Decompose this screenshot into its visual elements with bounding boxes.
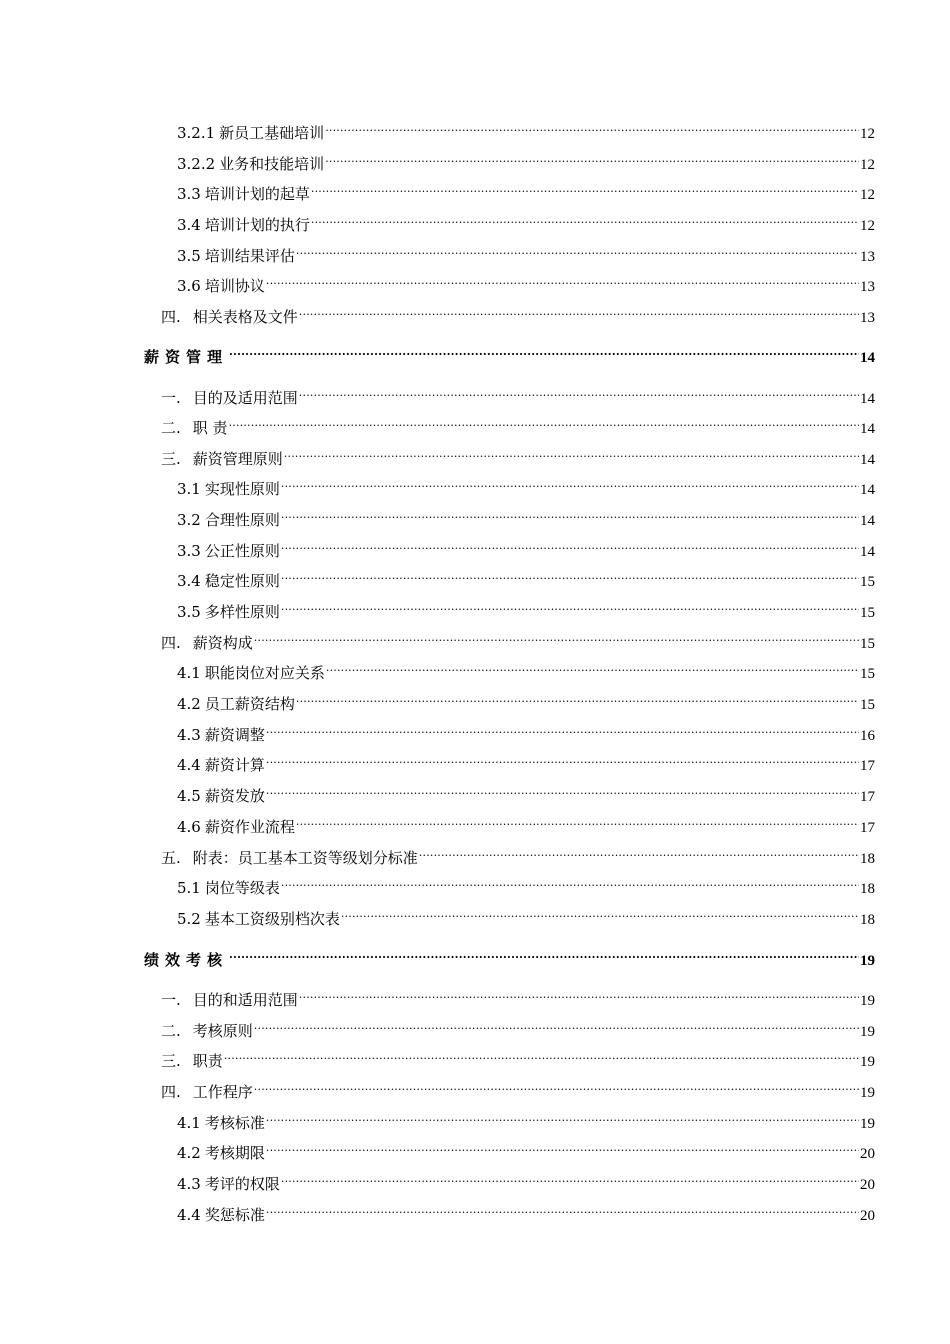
- toc-page-number: 14: [860, 452, 875, 468]
- toc-entry[interactable]: [177, 687, 875, 713]
- toc-page-number: 20: [860, 1146, 875, 1162]
- toc-entry[interactable]: [177, 534, 875, 560]
- dot-leader: [281, 472, 859, 494]
- toc-page-number: 13: [860, 279, 875, 295]
- toc-page-number: 18: [860, 912, 875, 928]
- toc-entry-number: 一.: [161, 991, 181, 1009]
- toc-entry-number: 4.1: [177, 664, 201, 682]
- toc-page-number: 13: [860, 249, 875, 265]
- dot-leader: [284, 442, 859, 464]
- dot-leader: [299, 300, 859, 322]
- toc-entry-title: 培训计划的执行: [204, 216, 310, 234]
- dot-leader: [296, 687, 859, 709]
- toc-page-number: 18: [860, 881, 875, 897]
- toc-page-number: 14: [860, 482, 875, 498]
- toc-entry-number: 3.1: [177, 480, 201, 498]
- toc-page-number: 20: [860, 1177, 875, 1193]
- toc-entry-title: 多样性原则: [204, 603, 280, 621]
- dot-leader: [266, 1198, 859, 1220]
- toc-entry-number: 四.: [161, 634, 181, 652]
- toc-chapter-entry[interactable]: [144, 943, 875, 969]
- toc-entry-title: 新员工基础培训: [219, 124, 325, 142]
- dot-leader: [266, 1136, 859, 1158]
- toc-entry[interactable]: [161, 841, 875, 867]
- dot-leader: [281, 564, 859, 586]
- toc-page-number: 17: [860, 758, 875, 774]
- toc-entry[interactable]: [161, 300, 875, 326]
- toc-page-number: 12: [860, 126, 875, 142]
- toc-page-number: 15: [860, 666, 875, 682]
- toc-page-number: 14: [860, 513, 875, 529]
- dot-leader: [266, 779, 859, 801]
- toc-page-number: 16: [860, 728, 875, 744]
- toc-entry[interactable]: [177, 269, 875, 295]
- toc-entry-title: 相关表格及文件: [192, 308, 298, 326]
- toc-entry-number: 二.: [161, 1022, 181, 1040]
- toc-entry-title: 合理性原则: [204, 511, 280, 529]
- toc-entry-title: 考核标准: [204, 1114, 265, 1132]
- toc-entry[interactable]: [177, 208, 875, 234]
- toc-entry-title: 附表：员工基本工资等级划分标准: [192, 849, 418, 867]
- toc-entry-number: 4.2: [177, 695, 201, 713]
- toc-entry-number: 3.2: [177, 511, 201, 529]
- toc-page-number: 13: [860, 310, 875, 326]
- dot-leader: [311, 177, 859, 199]
- toc-entry[interactable]: [161, 983, 875, 1009]
- dot-leader: [224, 1044, 859, 1066]
- toc-entry-title: 薪资调整: [204, 726, 265, 744]
- dot-leader: [266, 1106, 859, 1128]
- toc-entry-number: 四.: [161, 308, 181, 326]
- dot-leader: [299, 983, 859, 1005]
- toc-page-number: 15: [860, 574, 875, 590]
- toc-page-number: 18: [860, 851, 875, 867]
- dot-leader: [266, 748, 859, 770]
- toc-entry[interactable]: [177, 1136, 875, 1162]
- toc-entry-number: 4.4: [177, 756, 201, 774]
- toc-entry-number: 五.: [161, 849, 181, 867]
- toc-entry-number: 4.6: [177, 818, 201, 836]
- toc-entry-number: 三.: [161, 1052, 181, 1070]
- toc-entry-number: 3.4: [177, 572, 201, 590]
- toc-entry-title: 工作程序: [192, 1083, 253, 1101]
- dot-leader: [325, 116, 859, 138]
- toc-entry-number: 3.4: [177, 216, 201, 234]
- toc-entry[interactable]: [177, 116, 875, 142]
- toc-entry-number: 4.1: [177, 1114, 201, 1132]
- dot-leader: [229, 340, 859, 362]
- toc-entry[interactable]: [177, 656, 875, 682]
- toc-entry-number: 3.2.1: [177, 124, 216, 142]
- toc-entry-number: 4.5: [177, 787, 201, 805]
- toc-entry[interactable]: [177, 503, 875, 529]
- toc-entry-title: 岗位等级表: [204, 879, 280, 897]
- toc-entry-number: 3.6: [177, 277, 201, 295]
- dot-leader: [229, 943, 859, 965]
- dot-leader: [281, 1167, 859, 1189]
- toc-page-number: 15: [860, 636, 875, 652]
- toc-page-number: 14: [860, 544, 875, 560]
- toc-entry-number: 3.3: [177, 185, 201, 203]
- dot-leader: [266, 269, 859, 291]
- toc-entry[interactable]: [161, 411, 875, 437]
- dot-leader: [326, 656, 859, 678]
- toc-entry[interactable]: [177, 177, 875, 203]
- toc-entry-number: 四.: [161, 1083, 181, 1101]
- toc-entry-number: 5.1: [177, 879, 201, 897]
- toc-page-number: 17: [860, 820, 875, 836]
- toc-entry[interactable]: [177, 472, 875, 498]
- toc-entry-number: 三.: [161, 450, 181, 468]
- toc-entry[interactable]: [161, 1075, 875, 1101]
- toc-entry[interactable]: [161, 626, 875, 652]
- toc-entry[interactable]: [177, 564, 875, 590]
- toc-entry-title: 公正性原则: [204, 542, 280, 560]
- toc-page-number: 12: [860, 157, 875, 173]
- toc-entry[interactable]: [177, 239, 875, 265]
- toc-entry-title: 业务和技能培训: [219, 155, 325, 173]
- toc-entry-title: 目的及适用范围: [192, 389, 298, 407]
- toc-entry-title: 目的和适用范围: [192, 991, 298, 1009]
- toc-entry[interactable]: [177, 902, 875, 928]
- toc-page-number: 20: [860, 1208, 875, 1224]
- toc-entry[interactable]: [161, 442, 875, 468]
- toc-page-number: 19: [860, 1116, 875, 1132]
- toc-page-number: 14: [860, 391, 875, 407]
- toc-entry-title: 职 责: [192, 419, 228, 437]
- toc-entry-number: 3.5: [177, 247, 201, 265]
- toc-entry-number: 4.2: [177, 1144, 201, 1162]
- toc-entry-number: 二.: [161, 419, 181, 437]
- toc-entry-number: 4.3: [177, 726, 201, 744]
- toc-entry-number: 3.2.2: [177, 155, 216, 173]
- toc-page-number: 12: [860, 187, 875, 203]
- toc-entry-title: 培训结果评估: [204, 247, 295, 265]
- toc-entry-title: 考核期限: [204, 1144, 265, 1162]
- toc-entry[interactable]: [161, 1044, 875, 1070]
- toc-entry[interactable]: [177, 810, 875, 836]
- toc-entry-title: 考核原则: [192, 1022, 253, 1040]
- dot-leader: [419, 841, 859, 863]
- toc-entry-title: 绩效考核: [144, 951, 229, 969]
- toc-page-number: 17: [860, 789, 875, 805]
- toc-entry-title: 职能岗位对应关系: [204, 664, 325, 682]
- toc-entry-title: 薪资构成: [192, 634, 253, 652]
- toc-entry[interactable]: [177, 595, 875, 621]
- dot-leader: [254, 1075, 859, 1097]
- toc-entry-number: 3.5: [177, 603, 201, 621]
- toc-entry-number: 4.4: [177, 1206, 201, 1224]
- toc-entry[interactable]: [177, 1198, 875, 1224]
- toc-entry[interactable]: [177, 718, 875, 744]
- toc-entry[interactable]: [177, 147, 875, 173]
- toc-page-number: 14: [860, 421, 875, 437]
- dot-leader: [296, 239, 859, 261]
- dot-leader: [281, 534, 859, 556]
- toc-page-number: 14: [860, 350, 875, 366]
- dot-leader: [325, 147, 859, 169]
- toc-entry-title: 薪资管理原则: [192, 450, 283, 468]
- toc-entry-title: 职责: [192, 1052, 223, 1070]
- toc-entry[interactable]: [161, 1014, 875, 1040]
- toc-entry[interactable]: [177, 1106, 875, 1132]
- dot-leader: [266, 718, 859, 740]
- dot-leader: [281, 871, 859, 893]
- dot-leader: [254, 626, 859, 648]
- toc-entry-title: 实现性原则: [204, 480, 280, 498]
- toc-entry[interactable]: [177, 1167, 875, 1193]
- dot-leader: [281, 503, 859, 525]
- toc-page-number: 15: [860, 605, 875, 621]
- toc-entry[interactable]: [177, 871, 875, 897]
- toc-entry-title: 稳定性原则: [204, 572, 280, 590]
- dot-leader: [229, 411, 859, 433]
- toc-page-number: 12: [860, 218, 875, 234]
- dot-leader: [341, 902, 859, 924]
- toc-entry-number: 一.: [161, 389, 181, 407]
- toc-page-number: 19: [860, 953, 875, 969]
- dot-leader: [254, 1014, 859, 1036]
- toc-entry-number: 3.3: [177, 542, 201, 560]
- toc-entry-title: 薪资发放: [204, 787, 265, 805]
- dot-leader: [281, 595, 859, 617]
- toc-entry[interactable]: [161, 381, 875, 407]
- toc-entry-title: 考评的权限: [204, 1175, 280, 1193]
- toc-page-number: 19: [860, 993, 875, 1009]
- toc-entry[interactable]: [177, 779, 875, 805]
- toc-entry-title: 薪资计算: [204, 756, 265, 774]
- toc-entry-title: 培训计划的起草: [204, 185, 310, 203]
- toc-page-number: 19: [860, 1085, 875, 1101]
- toc-entry-title: 基本工资级别档次表: [204, 910, 340, 928]
- toc-entry-number: 5.2: [177, 910, 201, 928]
- toc-entry-title: 奖惩标准: [204, 1206, 265, 1224]
- dot-leader: [311, 208, 859, 230]
- toc-page-number: 15: [860, 697, 875, 713]
- dot-leader: [299, 381, 859, 403]
- dot-leader: [296, 810, 859, 832]
- toc-page-number: 19: [860, 1024, 875, 1040]
- toc-page-number: 19: [860, 1054, 875, 1070]
- toc-chapter-entry[interactable]: [144, 340, 875, 366]
- toc-entry-number: 4.3: [177, 1175, 201, 1193]
- toc-entry-title: 薪资作业流程: [204, 818, 295, 836]
- toc-entry-title: 薪资管理: [144, 348, 229, 366]
- toc-entry-title: 员工薪资结构: [204, 695, 295, 713]
- toc-entry-title: 培训协议: [204, 277, 265, 295]
- toc-entry[interactable]: [177, 748, 875, 774]
